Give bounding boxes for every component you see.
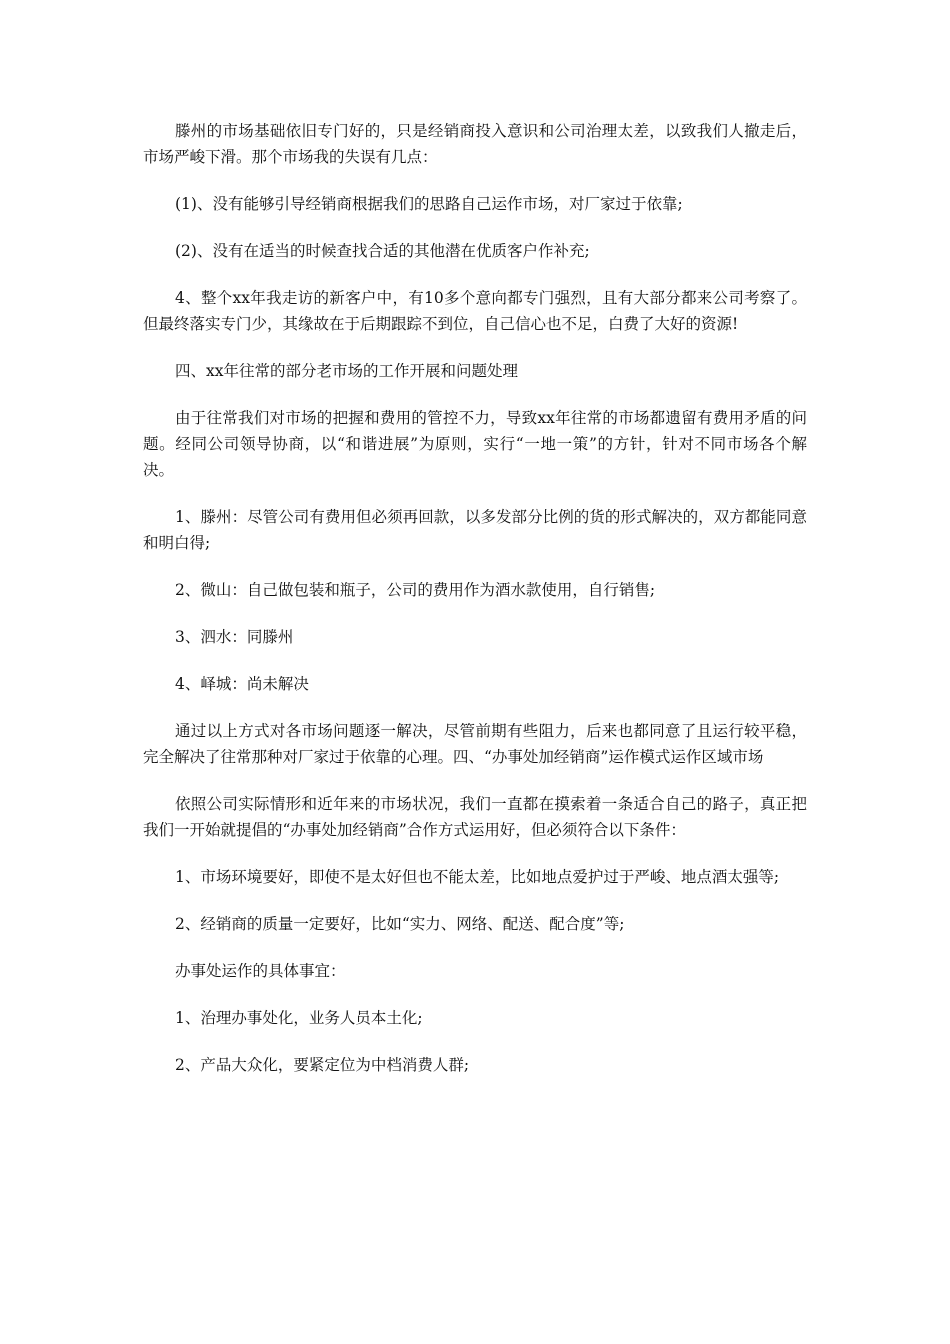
list-item-weishan: 2、微山：自己做包装和瓶子，公司的费用作为酒水款使用，自行销售; [175, 581, 656, 599]
list-item-operation-1: 1、治理办事处化，业务人员本土化; [175, 1009, 423, 1027]
paragraph-mistake-1: (1)、没有能够引导经销商根据我们的思路自己运作市场，对厂家过于依靠; [175, 195, 683, 213]
list-item-tengzhou: 1、滕州：尽管公司有费用但必须再回款，以多发部分比例的货的形式解决的，双方都能同意和明白得; [143, 508, 807, 552]
paragraph-tengzhou-intro: 滕州的市场基础依旧专门好的，只是经销商投入意识和公司治理太差，以致我们人撤走后，市场严峻下滑。那个市场我的失误有几点： [143, 122, 807, 166]
paragraph-old-markets-intro: 由于往常我们对市场的把握和费用的管控不力，导致xx年往常的市场都遗留有费用矛盾的问题。经同公司领导协商，以“和谐进展”为原则，实行“一地一策”的方针，针对不同市场各个解决。 [143, 409, 807, 479]
section-heading-old-markets: 四、xx年往常的部分老市场的工作开展和问题处理 [175, 362, 518, 380]
list-item-operation-2: 2、产品大众化，要紧定位为中档消费人群; [175, 1056, 470, 1074]
paragraph-office-dealer-model: 依照公司实际情形和近年来的市场状况，我们一直都在摸索着一条适合自己的路子，真正把我们一开始就提倡的“办事处加经销商”合作方式运用好，但必须符合以下条件： [143, 795, 807, 839]
section-heading-office-operations: 办事处运作的具体事宜： [175, 962, 346, 980]
list-item-condition-2: 2、经销商的质量一定要好，比如“实力、网络、配送、配合度”等; [175, 915, 625, 933]
paragraph-resolution-summary: 通过以上方式对各市场问题逐一解决，尽管前期有些阻力，后来也都同意了且运行较平稳，完全解决了往常那种对厂家过于依靠的心理。四、“办事处加经销商”运作模式运作区域市场 [143, 722, 807, 766]
list-item-sishui: 3、泗水：同滕州 [175, 628, 294, 646]
list-item-condition-1: 1、市场环境要好，即使不是太好但也不能太差，比如地点爱护过于严峻、地点酒太强等; [175, 868, 780, 886]
paragraph-mistake-2: (2)、没有在适当的时候查找合适的其他潜在优质客户作补充; [175, 242, 590, 260]
paragraph-new-clients: 4、整个xx年我走访的新客户中，有10多个意向都专门强烈，且有大部分都来公司考察了。但最终落实专门少，其缘故在于后期跟踪不到位，自己信心也不足，白费了大好的资源! [143, 289, 807, 333]
list-item-yicheng: 4、峄城：尚未解决 [175, 675, 309, 693]
document-body [143, 118, 807, 1099]
